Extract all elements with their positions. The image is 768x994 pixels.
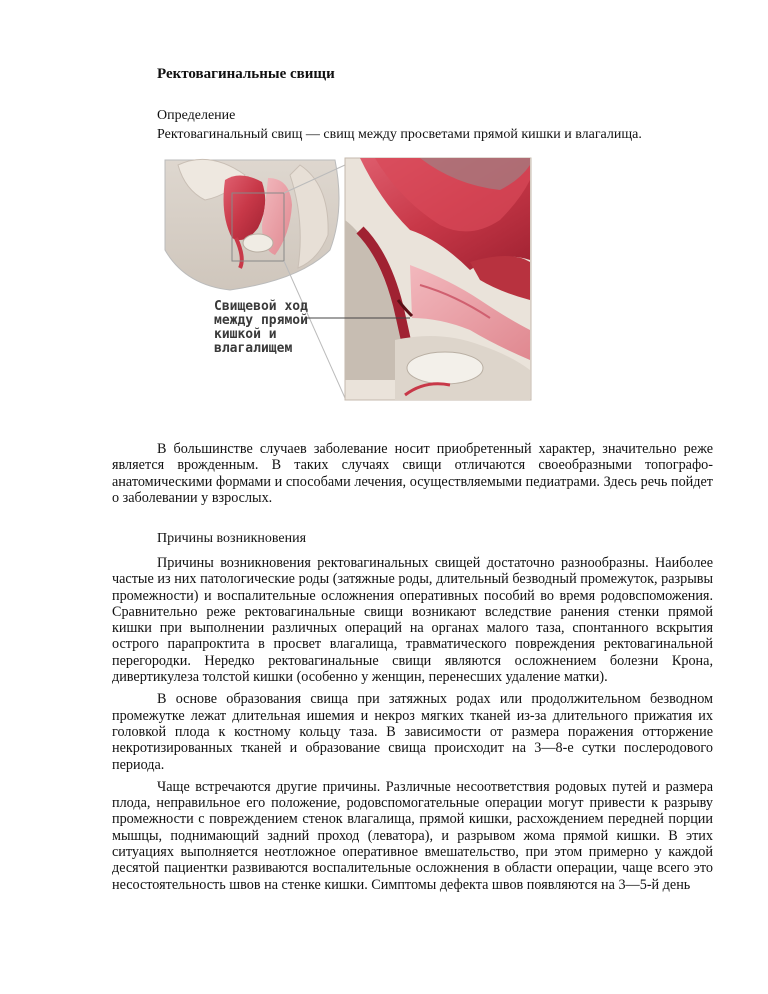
- definition-heading: Определение: [157, 108, 236, 123]
- figure-caption: [214, 299, 308, 356]
- overview-figure: [165, 159, 345, 398]
- causes-paragraph: В основе образования свища при затяжных родах или продолжительном безводном промежутке лежат длительная ишемия и некроз мягких тканей из-за длительного прижатия их головкой плода к костному кольцу таза. В зависимости от размера поражения отторжение некротизированных тканей и образование свища происходит на 3—8-е сутки послеродового периода.: [112, 691, 713, 773]
- caption-line-4: влагалищем: [214, 341, 293, 356]
- intro-section: [112, 441, 713, 506]
- causes-paragraph: Причины возникновения ректовагинальных свищей достаточно разнообразны. Наиболее частые из них патологические роды (затяжные роды, длительный безводный промежуток, разрывы промежности) и воспалительные осложнения оперативных пособий во время родовспоможения. Сравнительно реже ректовагинальные свищи возникают вследствие ранения стенки прямой кишки при выполнении различных операций на органах малого таза, спонтанного вскрытия острого парапроктита в просвет влагалища, травматического повреждения ректовагинальной перегородки. Нередко ректовагинальные свищи являются осложнением болезни Крона, дивертикулеза толстой кишки (особенно у женщин, перенесших удаление матки).: [112, 555, 713, 686]
- caption-line-3: кишкой и: [214, 327, 277, 342]
- definition-text: Ректовагинальный свищ — свищ между просветами прямой кишки и влагалища.: [157, 127, 642, 142]
- caption-line-2: между прямой: [214, 313, 308, 328]
- anatomy-illustration: [0, 0, 768, 420]
- page-title: Ректовагинальные свищи: [157, 66, 335, 82]
- causes-paragraph: Чаще встречаются другие причины. Различные несоответствия родовых путей и размера плода, неправильное его положение, родовспомогательные операции могут привести к разрыву промежности с повреждением стенок влагалища, прямой кишки, расхождением передней порции мышцы, поднимающий задний проход (леватора), и разрывом жома прямой кишки. В этих ситуациях выполняется неотложное оперативное вмешательство, при этом примерно у каждой десятой пациентки развиваются воспалительные осложнения в области операции, чаще всего это несостоятельность швов на стенке кишки. Симптомы дефекта швов появляются на 3—5-й день: [112, 778, 713, 893]
- causes-section: [112, 555, 713, 893]
- caption-line-1: Свищевой ход: [214, 299, 308, 314]
- intro-paragraph: В большинстве случаев заболевание носит приобретенный характер, значительно реже является врожденным. В таких случаях свищи отличаются своеобразными топографо-анатомическими формами и способами лечения, осуществляемыми педиатрами. Здесь речь пойдет о заболевании у взрослых.: [112, 441, 713, 506]
- causes-heading: Причины возникновения: [157, 531, 307, 546]
